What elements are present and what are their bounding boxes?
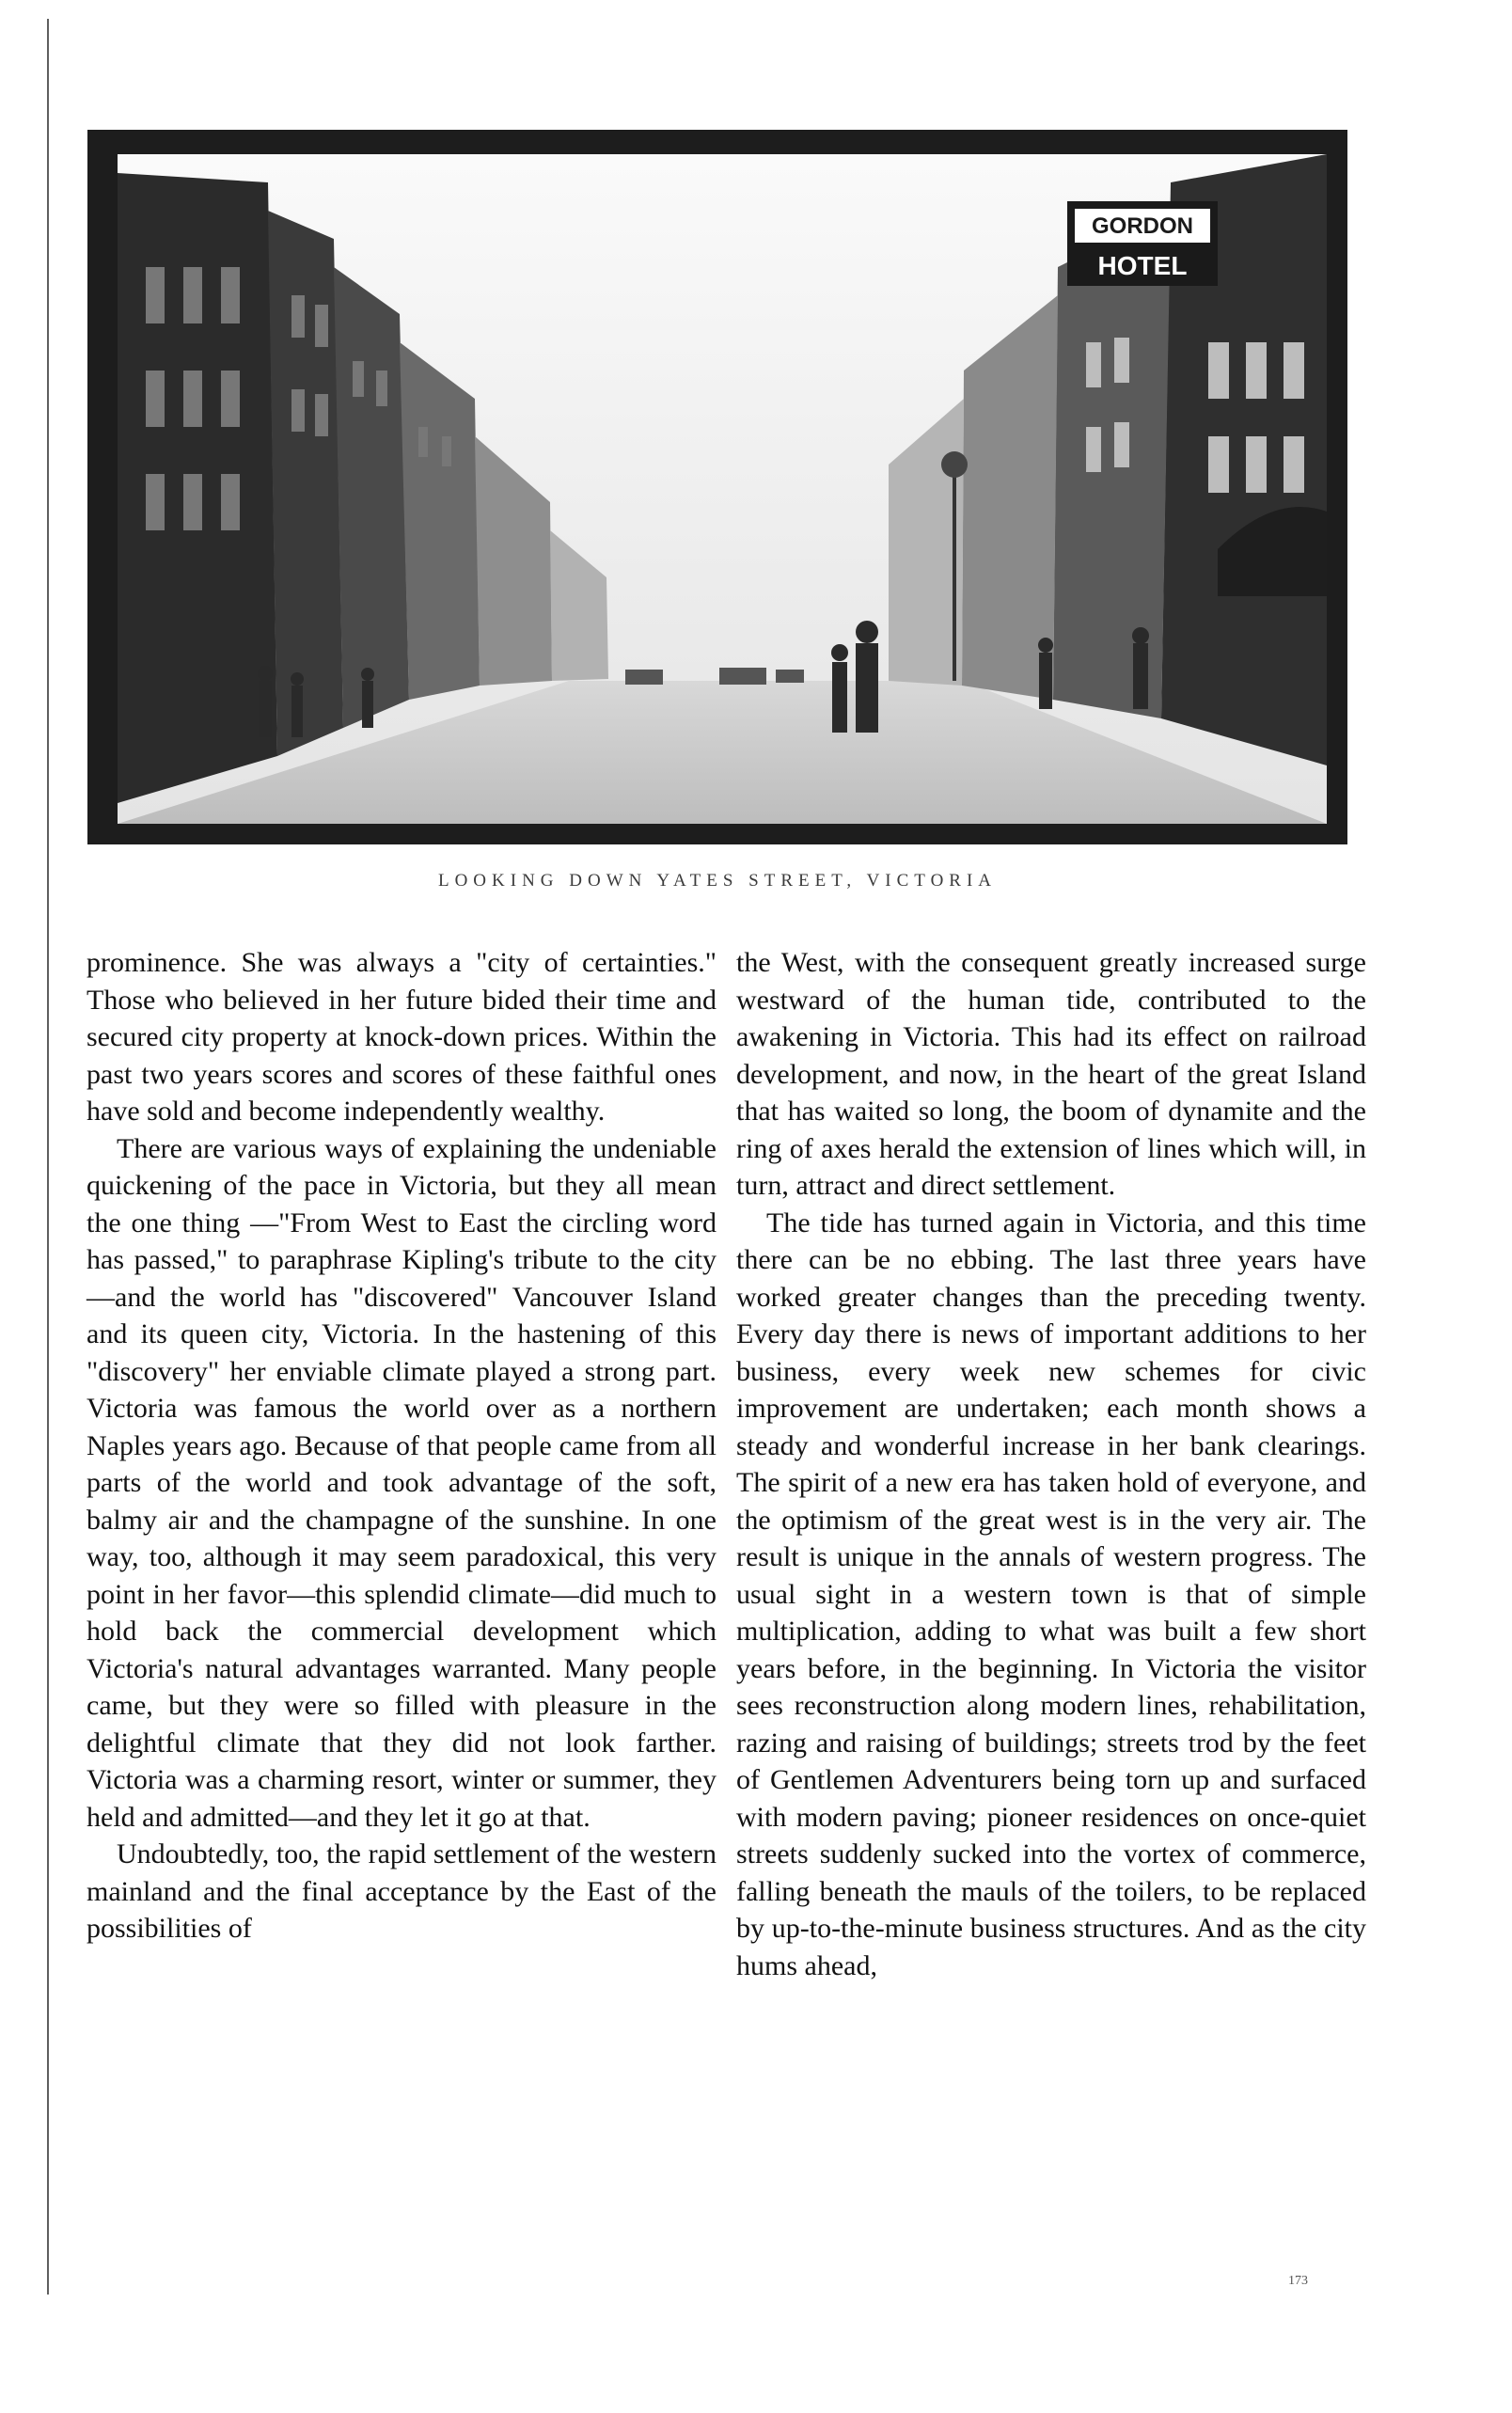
hotel-sign xyxy=(1067,201,1218,286)
hotel-sign-line2: HOTEL xyxy=(1097,251,1188,280)
page-number: 173 xyxy=(1288,2274,1308,2288)
photo-caption: LOOKING DOWN YATES STREET, VICTORIA xyxy=(437,871,998,891)
paragraph: There are various ways of explaining the undeniable quickening of the pace in Victoria, but they all mean the one thing —"From West to East the circling word has passed," to paraphrase Kipling's tribute to the city—and the world has "discovered" Vancouver Island and its queen city, Victoria. In the hastening of this "discovery" her enviable climate played a strong part. Victoria was famous the world over as a northern Naples years ago. Because of that people came from all parts of the world and took advantage of the soft, balmy air and the champagne of the sunshine. In one way, too, although it may seem paradoxical, this very point in her favor—this splendid climate—did much to hold back the commercial development which Victoria's natural advantages warranted. Many people came, but they were so filled with pleasure in the delightful climate that they did not look farther. Victoria was a charming resort, winter or summer, they held and admitted—and they let it go at that. xyxy=(87,1132,717,1833)
street-photo-image xyxy=(118,154,1327,824)
hotel-sign-line1: GORDON xyxy=(1092,213,1193,239)
page-edge-line xyxy=(47,19,49,2295)
street-scene-illustration xyxy=(118,154,1327,824)
article-column-right xyxy=(736,944,1366,1984)
paragraph: prominence. She was always a "city of certainties." Those who believed in her future bided their time and secured city property at knock-down prices. Within the past two years scores and scores of these faithful ones have sold and become independently wealthy. xyxy=(87,947,717,1127)
paragraph: the West, with the consequent greatly increased surge westward of the human tide, contributed to the awakening in Victoria. This had its effect on railroad development, and now, in the heart of the great Island that has waited so long, the boom of dynamite and the ring of axes herald the extension of lines which will, in turn, attract and direct settlement. xyxy=(736,947,1366,1201)
street-photo xyxy=(87,130,1347,844)
paragraph: The tide has turned again in Victoria, and this time there can be no ebbing. The last three years have worked greater changes than the preceding twenty. Every day there is news of important additions to her business, every week new schemes for civic improvement are undertaken; each month shows a steady and wonderful increase in her bank clearings. The spirit of a new era has taken hold of everyone, and the optimism of the great west is in the very air. The result is unique in the annals of western progress. The usual sight in a western town is that of simple multiplication, adding to what was built a few short years before, in the beginning. In Victoria the visitor sees reconstruction along modern lines, rehabilitation, razing and raising of buildings; streets trod by the feet of Gentlemen Adventurers being torn up and surfaced with modern paving; pioneer residences on once-quiet streets suddenly sucked into the vortex of commerce, falling beneath the mauls of the toilers, to be replaced by up-to-the-minute business structures. And as the city hums ahead, xyxy=(736,1206,1366,1981)
paragraph: Undoubtedly, too, the rapid settlement of the western mainland and the final acceptance by the East of the possibilities of xyxy=(87,1838,717,1944)
article-column-left xyxy=(87,944,717,1948)
